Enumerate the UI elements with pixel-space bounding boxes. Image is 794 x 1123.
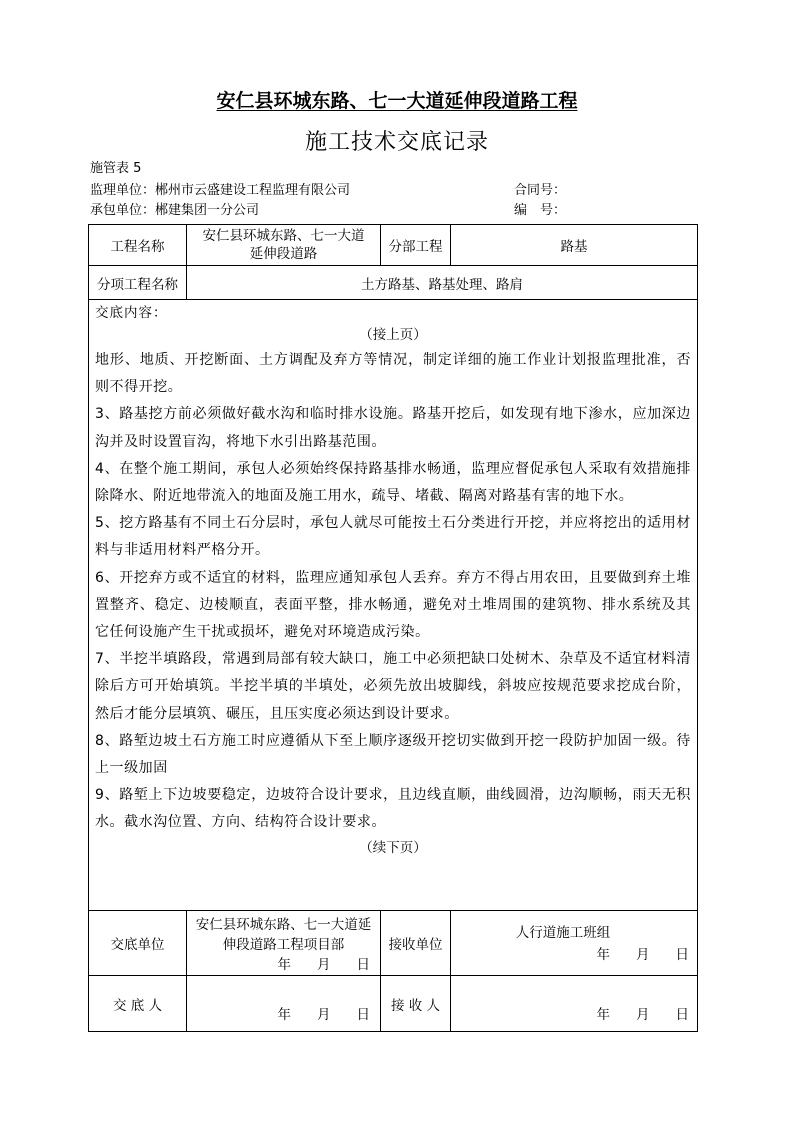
- document-title: 施工技术交底记录: [304, 130, 489, 155]
- handover-content: [89, 300, 698, 911]
- serial-number-label: 编 号：: [514, 203, 567, 218]
- content-paragraph: 4、在整个施工期间，承包人必须始终保持路基排水畅通，监理应督促承包人采取有效措施排除降水、附近地带流入的地面及施工用水，疏导、堵截、隔离对路基有害的地下水。: [95, 460, 691, 505]
- contract-number-label: 合同号：: [514, 183, 567, 198]
- issuer-unit-date: 年 月 日: [277, 957, 370, 973]
- project-name-label: 工程名称: [89, 225, 187, 266]
- receiver-unit-label: 接收单位: [381, 911, 451, 976]
- content-paragraph: 5、挖方路基有不同土石分层时，承包人就尽可能按土石分类进行开挖，并应将挖出的适用材料与非适用材料严格分开。: [95, 515, 691, 559]
- receiver-person-date: 年 月 日: [596, 1007, 689, 1023]
- content-paragraph: 3、路基挖方前必须做好截水沟和临时排水设施。路基开挖后，如发现有地下渗水，应加深边沟并及时设置盲沟，将地下水引出路基范围。: [95, 406, 691, 450]
- handover-record-table: [88, 224, 698, 1032]
- continued-from-note: （接上页）: [359, 327, 427, 343]
- content-paragraph: 9、路堑上下边坡要稳定，边坡符合设计要求，且边线直顺，曲线圆滑，边沟顺畅，雨天无积水。截水沟位置、方向、结构符合设计要求。: [95, 787, 691, 831]
- content-paragraph: 8、路堑边坡土石方施工时应遵循从下至上顺序逐级开挖切实做到开挖一段防护加固一级。待上一级加固: [95, 732, 691, 777]
- issuer-person-signature: [187, 976, 381, 1032]
- subitem-value: 土方路基、路基处理、路肩: [187, 266, 698, 300]
- issuer-unit-label: 交底单位: [89, 911, 187, 976]
- content-label: 交底内容：: [95, 305, 168, 321]
- supervisor-unit: 监理单位：郴州市云盛建设工程监理有限公司: [90, 183, 351, 198]
- content-paragraph: 6、开挖弃方或不适宜的材料，监理应通知承包人丢弃。弃方不得占用农田，且要做到弃土堆置整齐、稳定、边棱顺直，表面平整，排水畅通，避免对土堆周围的建筑物、排水系统及其它任何设施产生干扰或损坏，避免对环境造成污染。: [95, 569, 691, 641]
- content-paragraph: 7、半挖半填路段，常遇到局部有较大缺口，施工中必须把缺口处树木、杂草及不适宜材料清除后方可开始填筑。半挖半填的半填处，必须先放出坡脚线，斜坡应按规范要求挖成台阶，然后才能分层填筑、碾压，且压实度必须达到设计要求。: [95, 651, 691, 722]
- issuer-person-label: 交 底 人: [89, 976, 187, 1032]
- division-value: 路基: [451, 225, 698, 266]
- issuer-person-date: 年 月 日: [277, 1007, 370, 1023]
- receiver-person-signature: [451, 976, 698, 1032]
- continued-to-note: （续下页）: [359, 839, 427, 856]
- contractor-unit: 承包单位：郴建集团一分公司: [90, 203, 260, 218]
- receiver-unit-date: 年 月 日: [596, 947, 689, 963]
- project-name-value: 安仁县环城东路、七一大道 延伸段道路: [187, 225, 381, 266]
- subitem-label: 分项工程名称: [89, 266, 187, 300]
- content-paragraph: 地形、地质、开挖断面、土方调配及弃方等情况，制定详细的施工作业计划报监理批准，否则不得开挖。: [95, 352, 691, 396]
- division-label: 分部工程: [381, 225, 451, 266]
- form-number: 施管表 5: [90, 161, 142, 176]
- receiver-unit-value: 人行道施工班组 年 月 日: [451, 911, 698, 976]
- issuer-unit-value: 安仁县环城东路、七一大道延 伸段道路工程项目部 年 月 日: [187, 911, 381, 976]
- project-title: 安仁县环城东路、七一大道延伸段道路工程: [216, 90, 578, 112]
- receiver-person-label: 接 收 人: [381, 976, 451, 1032]
